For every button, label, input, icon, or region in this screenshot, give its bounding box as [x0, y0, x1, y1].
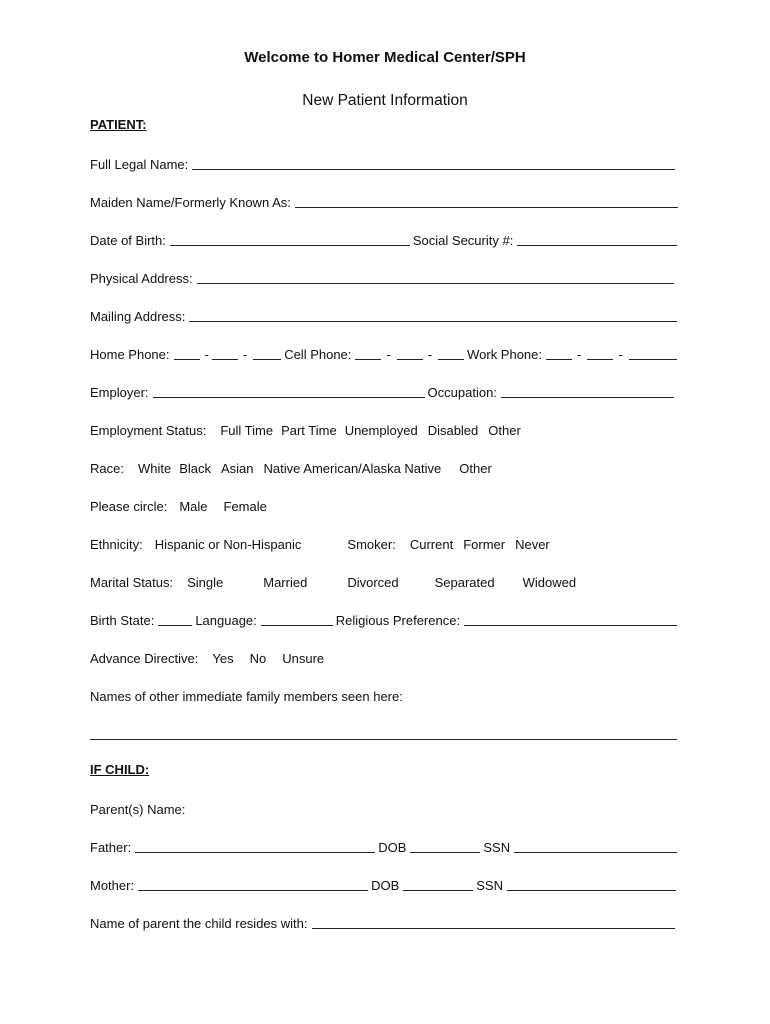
patient-section-heading: PATIENT: [90, 117, 147, 132]
dob-field[interactable] [170, 231, 410, 246]
father-name-field[interactable] [135, 838, 375, 853]
page-title: Welcome to Homer Medical Center/SPH [244, 49, 526, 66]
employer-field[interactable] [153, 383, 425, 398]
dob-label: Date of Birth: [90, 233, 166, 248]
ssn-label: Social Security #: [412, 233, 514, 248]
phone-dash: - [204, 347, 209, 362]
cell-phone-area-field[interactable] [355, 345, 381, 360]
phones-row [90, 344, 680, 362]
employment-option-disabled[interactable]: Disabled [427, 423, 479, 438]
occupation-field[interactable] [501, 383, 674, 398]
father-ssn-field[interactable] [514, 838, 677, 853]
race-option-native-american[interactable]: Native American/Alaska Native [263, 461, 442, 476]
language-field[interactable] [261, 611, 333, 626]
ethnicity-label: Ethnicity: [90, 537, 143, 552]
please-circle-label: Please circle: [90, 499, 168, 514]
mother-name-field[interactable] [138, 876, 368, 891]
occupation-label: Occupation: [427, 385, 497, 400]
father-dob-field[interactable] [410, 838, 480, 853]
smoker-option-former[interactable]: Former [463, 537, 506, 552]
cell-phone-label: Cell Phone: [284, 347, 352, 362]
physical-address-field[interactable] [197, 269, 674, 284]
smoker-option-never[interactable]: Never [515, 537, 550, 552]
cell-phone-line-field[interactable] [438, 345, 464, 360]
maiden-name-field[interactable] [295, 193, 678, 208]
cell-phone-prefix-field[interactable] [397, 345, 423, 360]
smoker-option-current[interactable]: Current [409, 537, 454, 552]
home-phone-label: Home Phone: [90, 347, 170, 362]
parents-name-row [90, 799, 680, 817]
family-members-field[interactable] [90, 738, 677, 740]
advance-option-yes[interactable]: Yes [212, 651, 234, 666]
work-phone-label: Work Phone: [467, 347, 543, 362]
phone-dash: - [242, 347, 248, 362]
father-dob-label: DOB [378, 840, 407, 855]
religious-preference-field[interactable] [464, 611, 677, 626]
father-ssn-label: SSN [483, 840, 511, 855]
ethnicity-option[interactable]: Hispanic or Non-Hispanic [154, 537, 302, 552]
race-option-other[interactable]: Other [459, 461, 492, 476]
resides-with-row [90, 913, 680, 931]
home-phone-area-field[interactable] [174, 345, 200, 360]
home-phone-line-field[interactable] [253, 345, 281, 360]
advance-directive-row [90, 648, 680, 666]
ethnicity-row [90, 534, 680, 552]
full-legal-name-row [90, 154, 680, 172]
language-label: Language: [195, 613, 257, 628]
physical-address-label: Physical Address: [90, 271, 193, 286]
home-phone-prefix-field[interactable] [212, 345, 238, 360]
mother-ssn-field[interactable] [507, 876, 676, 891]
phone-dash: - [427, 347, 433, 362]
full-legal-name-field[interactable] [192, 155, 675, 170]
mother-dob-label: DOB [371, 878, 400, 893]
mailing-address-label: Mailing Address: [90, 309, 186, 324]
child-section-heading: IF CHILD: [90, 762, 150, 777]
marital-option-widowed[interactable]: Widowed [522, 575, 577, 590]
employment-status-row [90, 420, 680, 438]
sex-option-male[interactable]: Male [179, 499, 208, 514]
marital-option-married[interactable]: Married [263, 575, 308, 590]
birth-state-field[interactable] [158, 611, 192, 626]
employment-status-label: Employment Status: [90, 423, 207, 438]
employer-row [90, 382, 680, 400]
phone-dash: - [386, 347, 391, 362]
employment-option-full-time[interactable]: Full Time [220, 423, 274, 438]
phone-dash: - [577, 347, 582, 362]
employment-option-part-time[interactable]: Part Time [281, 423, 337, 438]
sex-option-female[interactable]: Female [223, 499, 267, 514]
family-members-row [90, 686, 680, 704]
marital-status-label: Marital Status: [90, 575, 174, 590]
mother-ssn-label: SSN [476, 878, 503, 893]
marital-option-divorced[interactable]: Divorced [347, 575, 399, 590]
dob-ssn-row [90, 230, 680, 248]
mother-label: Mother: [90, 878, 135, 893]
work-phone-prefix-field[interactable] [587, 345, 613, 360]
advance-option-unsure[interactable]: Unsure [282, 651, 325, 666]
work-phone-line-field[interactable] [629, 345, 677, 360]
phone-dash: - [618, 347, 623, 362]
work-phone-area-field[interactable] [546, 345, 572, 360]
page-subtitle: New Patient Information [302, 92, 468, 109]
race-option-white[interactable]: White [137, 461, 172, 476]
parents-name-label: Parent(s) Name: [90, 802, 186, 817]
marital-option-separated[interactable]: Separated [434, 575, 495, 590]
maiden-name-label: Maiden Name/Formerly Known As: [90, 195, 291, 210]
family-members-label: Names of other immediate family members seen here: [90, 689, 403, 704]
mailing-address-row [90, 306, 680, 324]
maiden-name-row [90, 192, 680, 210]
resides-with-label: Name of parent the child resides with: [90, 916, 308, 931]
mailing-address-field[interactable] [189, 307, 677, 322]
mother-dob-field[interactable] [403, 876, 473, 891]
birth-state-label: Birth State: [90, 613, 155, 628]
religious-preference-label: Religious Preference: [335, 613, 461, 628]
marital-status-row [90, 572, 680, 590]
ssn-field[interactable] [517, 231, 677, 246]
race-label: Race: [90, 461, 124, 476]
mother-row [90, 875, 680, 893]
race-option-asian[interactable]: Asian [221, 461, 254, 476]
marital-option-single[interactable]: Single [187, 575, 224, 590]
resides-with-field[interactable] [312, 914, 676, 929]
smoker-label: Smoker: [347, 537, 396, 552]
advance-directive-label: Advance Directive: [90, 651, 199, 666]
sex-row [90, 496, 680, 514]
father-label: Father: [90, 840, 132, 855]
race-option-black[interactable]: Black [179, 461, 211, 476]
father-row [90, 837, 680, 855]
employment-option-unemployed[interactable]: Unemployed [344, 423, 418, 438]
employment-option-other[interactable]: Other [488, 423, 521, 438]
advance-option-no[interactable]: No [249, 651, 267, 666]
full-legal-name-label: Full Legal Name: [90, 157, 189, 172]
birth-state-row [90, 610, 680, 628]
physical-address-row [90, 268, 680, 286]
race-row [90, 458, 680, 476]
employer-label: Employer: [90, 385, 149, 400]
